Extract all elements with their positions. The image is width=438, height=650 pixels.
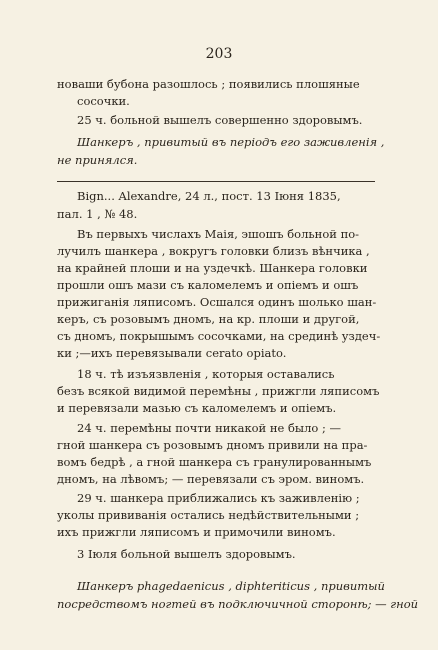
text-line: пал. 1 , № 48. <box>57 207 138 221</box>
text-line: съ дномъ, покрышымъ сосочками, на срединѣ уздеч- <box>57 329 381 343</box>
text-line: сосочки. <box>77 94 130 108</box>
text-line: Въ первыхъ числахъ Маія, эшошъ больной по- <box>77 227 360 241</box>
italic-text-line: Шанкеръ phagedaenicus , diphteriticus , привитый <box>77 579 385 593</box>
text-line: керъ, съ розовымъ дномъ, на кр. плоши и другой, <box>57 312 360 326</box>
text-line: ихъ прижгли ляписомъ и примочили виномъ. <box>57 525 336 539</box>
text-line: 3 Іюля больной вышелъ здоровымъ. <box>77 547 296 561</box>
text-line: вомъ бедрѣ , а гной шанкера съ гранулированнымъ <box>57 455 372 469</box>
italic-text-line: не принялся. <box>57 153 138 167</box>
text-line: на крайней плоши и на уздечкѣ. Шанкера головки <box>57 261 368 275</box>
text-line: безъ всякой видимой перемѣны , прижгли ляписомъ <box>57 384 380 398</box>
text-line: 25 ч. больной вышелъ совершенно здоровымъ. <box>77 113 363 127</box>
italic-text-line: Шанкеръ , привитый въ періодъ его заживленія , <box>77 135 385 149</box>
page-number: 203 <box>205 46 233 62</box>
text-line: лучилъ шанкера , вокругъ головки близъ вѣнчика , <box>57 244 370 258</box>
text-line: дномъ, на лѣвомъ; — перевязали съ эром. виномъ. <box>57 472 365 486</box>
text-line: новаши бубона разошлось ; появились плошяные <box>57 77 360 91</box>
text-line: гной шанкера съ розовымъ дномъ привили на пра- <box>57 438 368 452</box>
text-line: 29 ч. шанкера приближались къ заживленію ; <box>77 491 360 505</box>
text-line: ки ;—ихъ перевязывали cerato opiato. <box>57 346 287 360</box>
text-line: 18 ч. тѣ изъязвленія , которыя оставались <box>77 367 335 381</box>
text-line: и перевязали мазью съ каломелемъ и опіемъ. <box>57 401 337 415</box>
italic-text-line: посредствомъ ногтей въ подключичной сторонѣ; — гной <box>57 597 419 611</box>
text-line: прижиганія ляписомъ. Осшался одинъ шолько шан- <box>57 295 377 309</box>
section-divider <box>57 181 375 182</box>
text-line: уколы прививанія осталиcь недѣйствительными ; <box>57 508 360 522</box>
text-line: прошли ошъ мази съ каломелемъ и опіемъ и ошъ <box>57 278 359 292</box>
text-line: Bign... Alexandre, 24 л., пост. 13 Іюня 1835, <box>77 189 341 203</box>
text-line: 24 ч. перемѣны почти никакой не было ; — <box>77 421 341 435</box>
